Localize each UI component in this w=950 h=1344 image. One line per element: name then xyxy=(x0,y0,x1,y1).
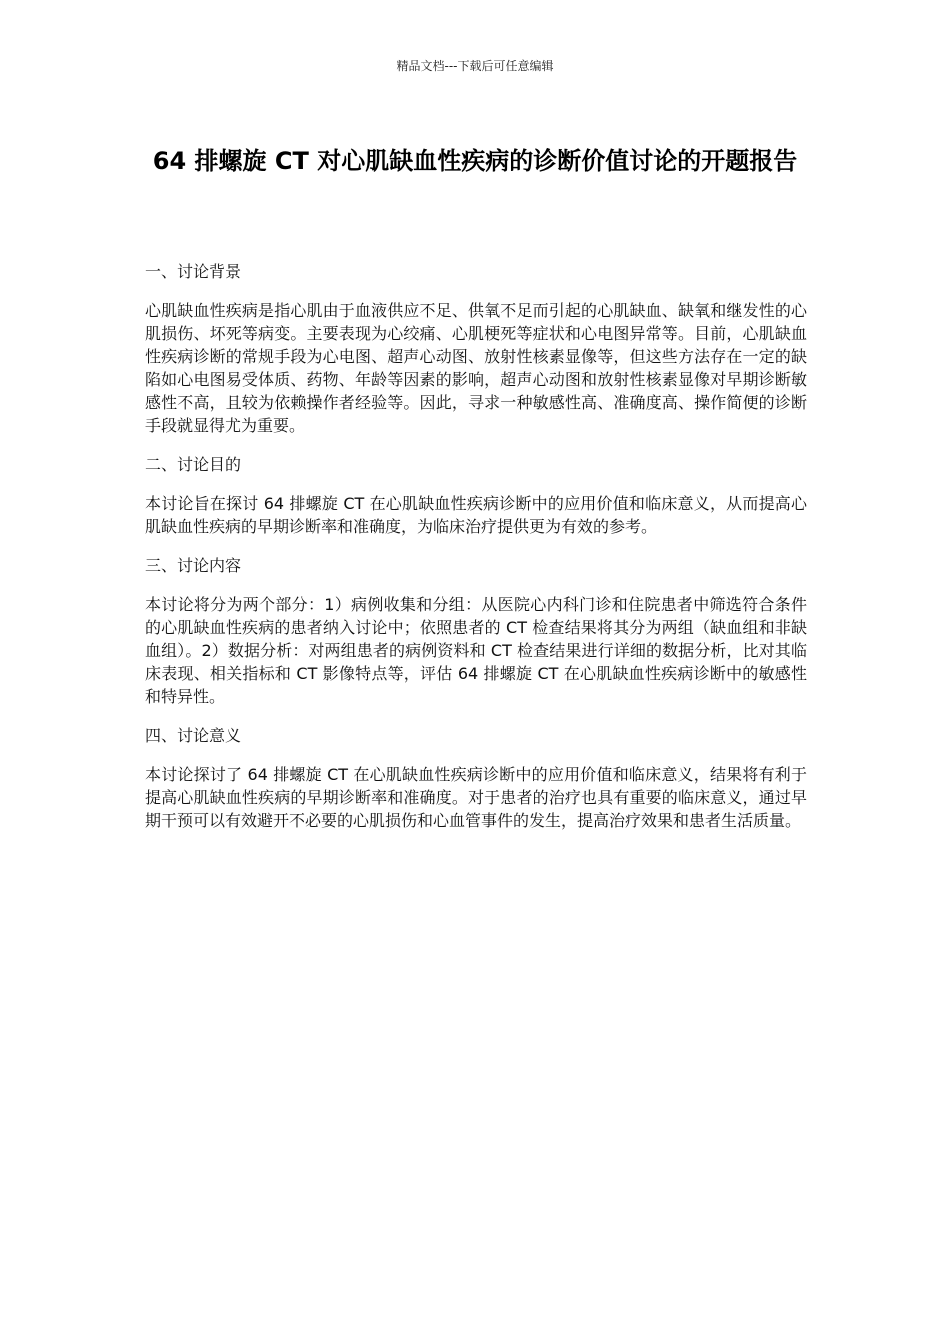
section-purpose xyxy=(145,453,807,538)
section-heading: 四、讨论意义 xyxy=(145,726,242,745)
section-paragraph: 本讨论探讨了 64 排螺旋 CT 在心肌缺血性疾病诊断中的应用价值和临床意义，结果将有利于提高心肌缺血性疾病的早期诊断率和准确度。对于患者的治疗也具有重要的临床意义，通过早期干预可以有效避开不必要的心肌损伤和心血管事件的发生，提高治疗效果和患者生活质量。 xyxy=(145,765,807,830)
section-background xyxy=(145,260,807,437)
section-heading: 二、讨论目的 xyxy=(145,455,242,474)
section-content xyxy=(145,554,807,708)
header-note: 精品文档---下载后可任意编辑 xyxy=(396,59,554,73)
section-paragraph: 本讨论将分为两个部分：1）病例收集和分组：从医院心内科门诊和住院患者中筛选符合条件的心肌缺血性疾病的患者纳入讨论中；依照患者的 CT 检查结果将其分为两组（缺血组和非缺血组）。2）数据分析：对两组患者的病例资料和 CT 检查结果进行详细的数据分析，比对其临床表现、相关指标和 CT 影像特点等，评估 64 排螺旋 CT 在心肌缺血性疾病诊断中的敏感性和特异性。 xyxy=(145,595,807,706)
section-significance xyxy=(145,724,807,832)
section-paragraph: 心肌缺血性疾病是指心肌由于血液供应不足、供氧不足而引起的心肌缺血、缺氧和继发性的心肌损伤、坏死等病变。主要表现为心绞痛、心肌梗死等症状和心电图异常等。目前，心肌缺血性疾病诊断的常规手段为心电图、超声心动图、放射性核素显像等，但这些方法存在一定的缺陷如心电图易受体质、药物、年龄等因素的影响，超声心动图和放射性核素显像对早期诊断敏感性不高，且较为依赖操作者经验等。因此，寻求一种敏感性高、准确度高、操作简便的诊断手段就显得尤为重要。 xyxy=(145,301,807,435)
document-body xyxy=(145,260,807,848)
section-heading: 一、讨论背景 xyxy=(145,262,242,281)
section-heading: 三、讨论内容 xyxy=(145,556,242,575)
section-paragraph: 本讨论旨在探讨 64 排螺旋 CT 在心肌缺血性疾病诊断中的应用价值和临床意义，从而提高心肌缺血性疾病的早期诊断率和准确度，为临床治疗提供更为有效的参考。 xyxy=(145,494,807,536)
document-title: 64 排螺旋 CT 对心肌缺血性疾病的诊断价值讨论的开题报告 xyxy=(152,147,798,175)
